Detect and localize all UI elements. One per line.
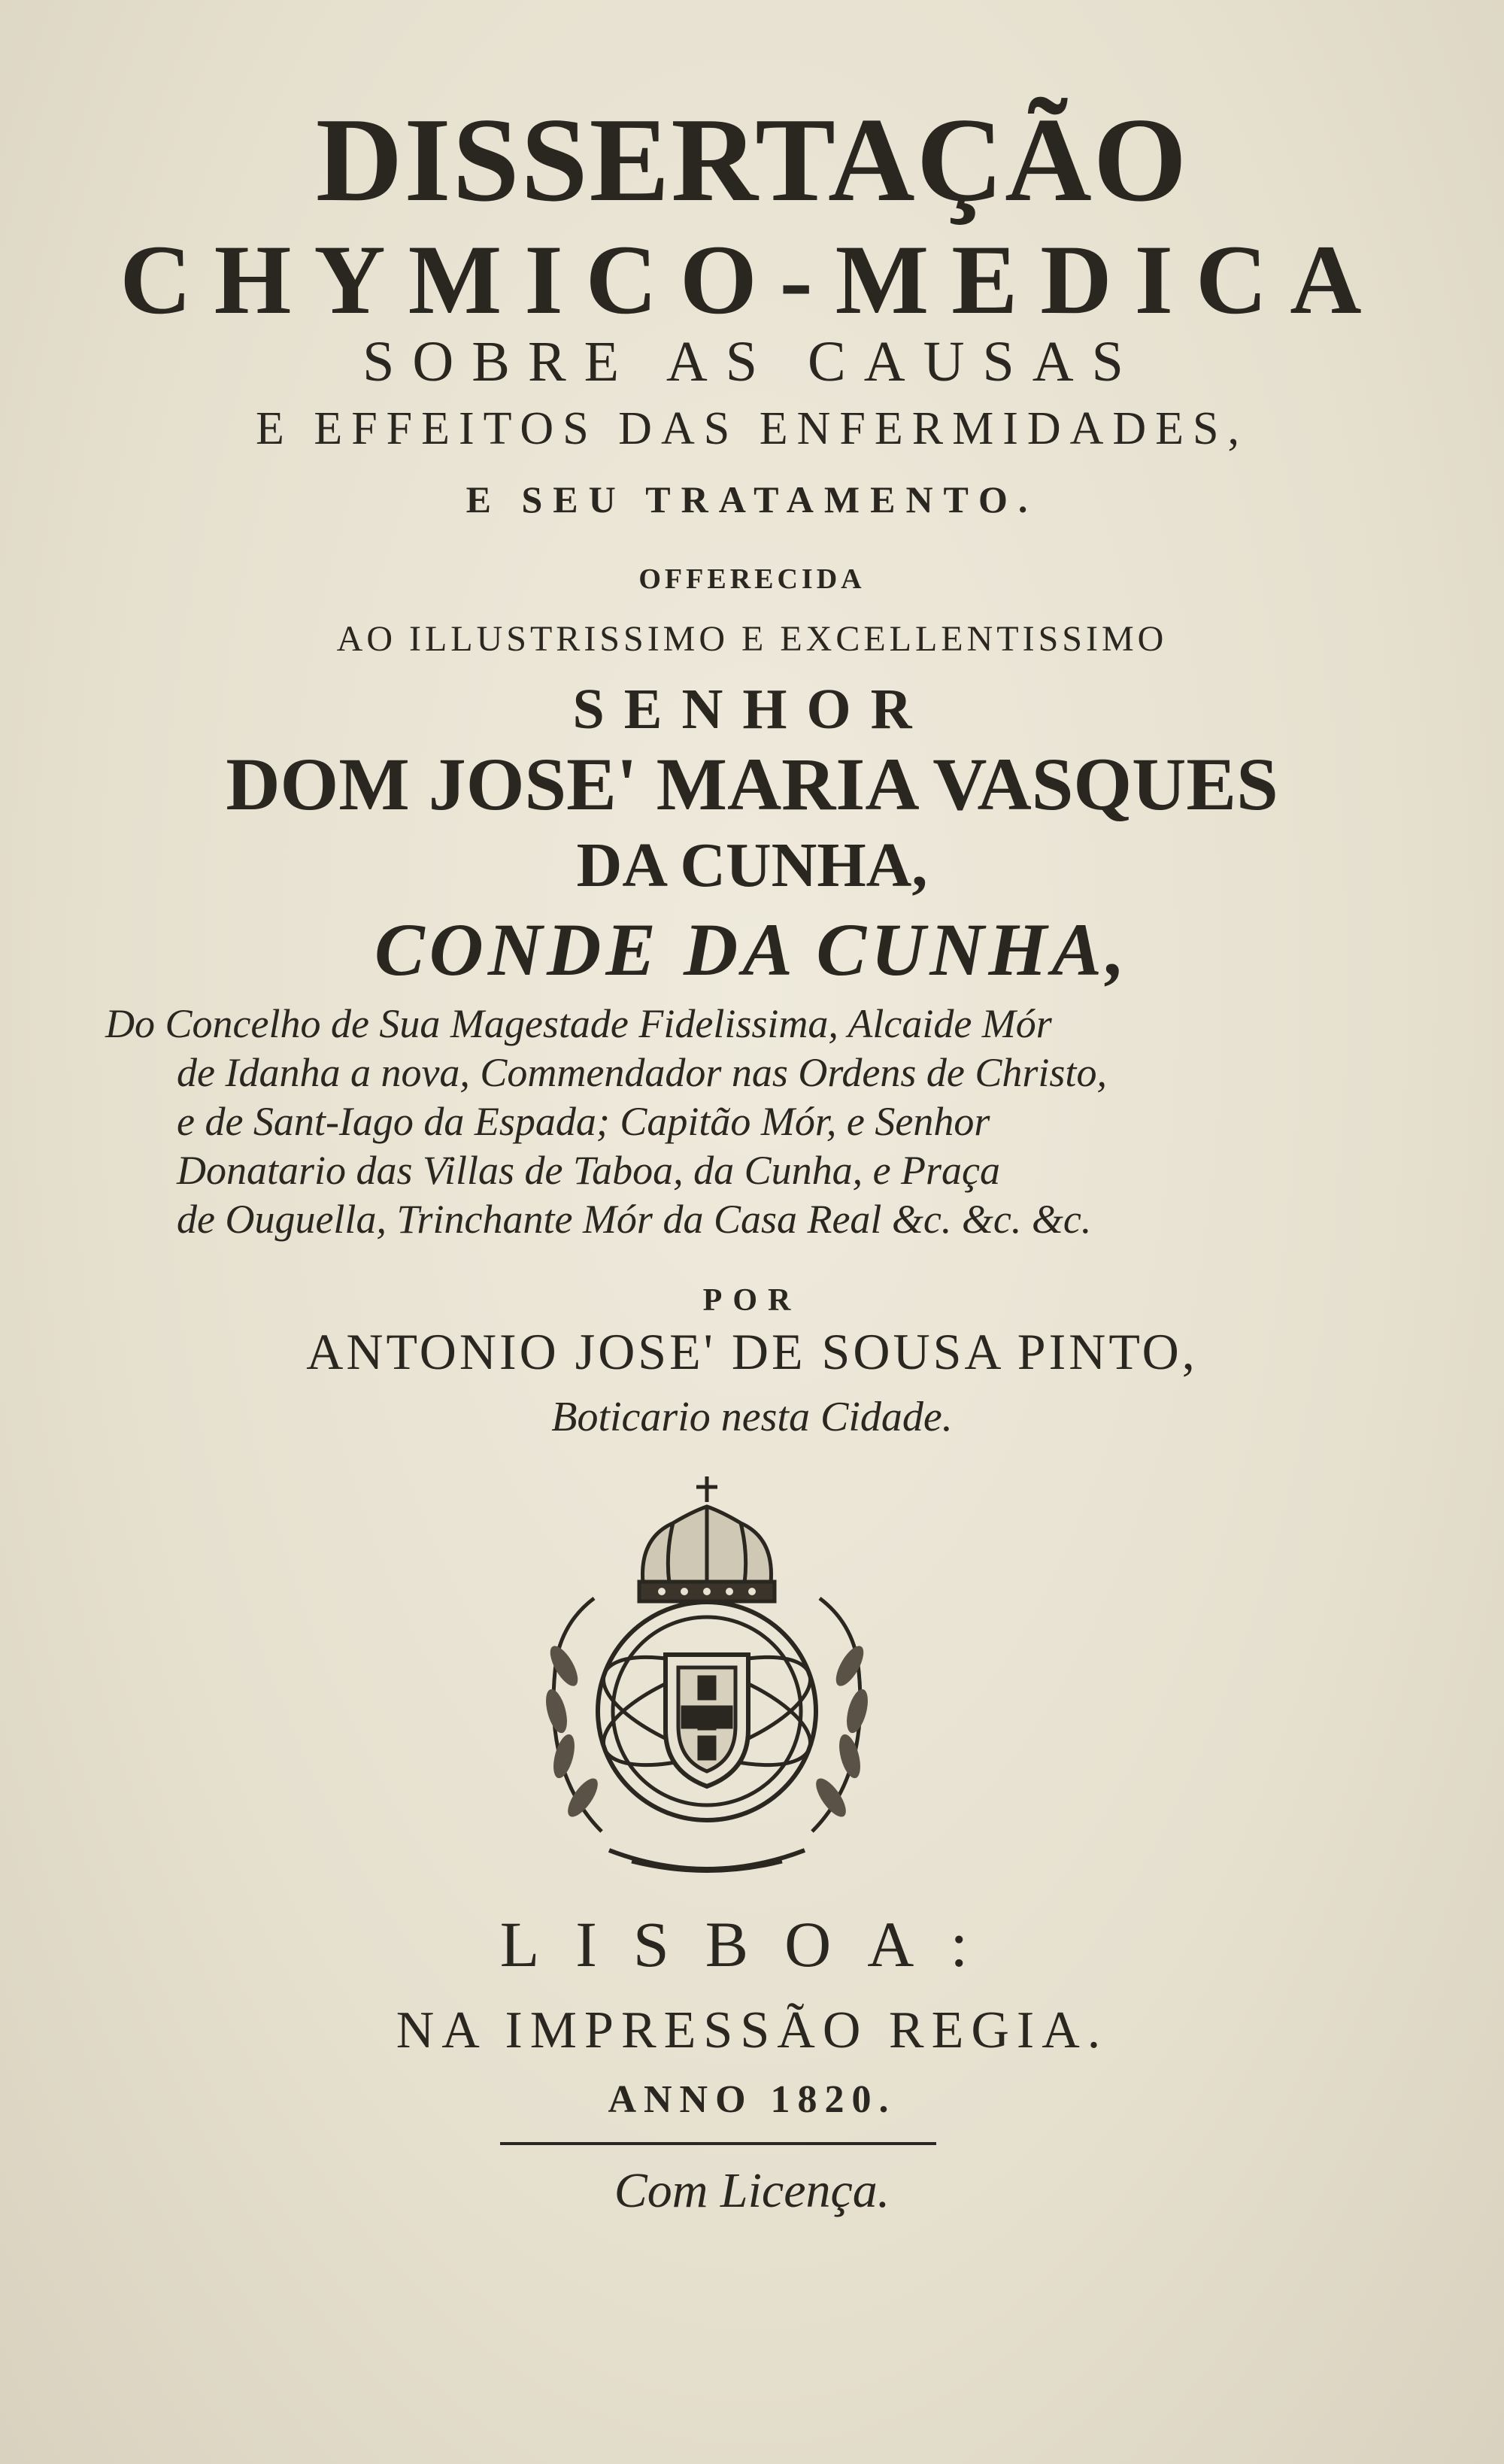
place-of-publication: LISBOA: bbox=[499, 1908, 1005, 1980]
dedication-line: AO ILLUSTRISSIMO E EXCELLENTISSIMO bbox=[336, 619, 1168, 659]
divider-rule bbox=[500, 2142, 936, 2145]
titles-line-5: de Ouguella, Trinchante Mór da Casa Real &c. &c. &c. bbox=[177, 1197, 1092, 1242]
by-label: POR bbox=[702, 1283, 802, 1318]
author-role: Boticario nesta Cidade. bbox=[551, 1394, 953, 1440]
subtitle-line-1: SOBRE AS CAUSAS bbox=[362, 330, 1142, 393]
printer-name: NA IMPRESSÃO REGIA. bbox=[396, 2001, 1108, 2059]
titles-line-2: de Idanha a nova, Commendador nas Ordens de Christo, bbox=[177, 1050, 1107, 1095]
royal-coat-of-arms-icon bbox=[511, 1470, 902, 1892]
dedicatee-title: CONDE DA CUNHA, bbox=[374, 908, 1130, 991]
dedicatee-name-line-1: DOM JOSE' MARIA VASQUES bbox=[226, 742, 1278, 826]
publication-year: ANNO 1820. bbox=[608, 2078, 896, 2121]
title-line-1: DISSERTAÇÃO bbox=[315, 93, 1189, 226]
subtitle-line-2: E EFFEITOS DAS ENFERMIDADES, bbox=[255, 403, 1249, 454]
dedicatee-name-line-2: DA CUNHA, bbox=[576, 830, 928, 900]
offered-label: OFFERECIDA bbox=[638, 563, 866, 595]
titles-line-3: e de Sant-Iago da Espada; Capitão Mór, e Senhor bbox=[177, 1099, 990, 1144]
subtitle-line-3: E SEU TRATAMENTO. bbox=[465, 478, 1039, 520]
titles-line-1: Do Concelho de Sua Magestade Fidelissima, Alcaide Mór bbox=[105, 1001, 1052, 1046]
senhor-label: SENHOR bbox=[572, 678, 932, 741]
titles-line-4: Donatario das Villas de Taboa, da Cunha, e Praça bbox=[177, 1148, 1001, 1193]
license-note: Com Licença. bbox=[614, 2163, 890, 2218]
author-name: ANTONIO JOSE' DE SOUSA PINTO, bbox=[306, 1323, 1198, 1380]
title-line-2: CHYMICO-MEDICA bbox=[120, 224, 1384, 335]
